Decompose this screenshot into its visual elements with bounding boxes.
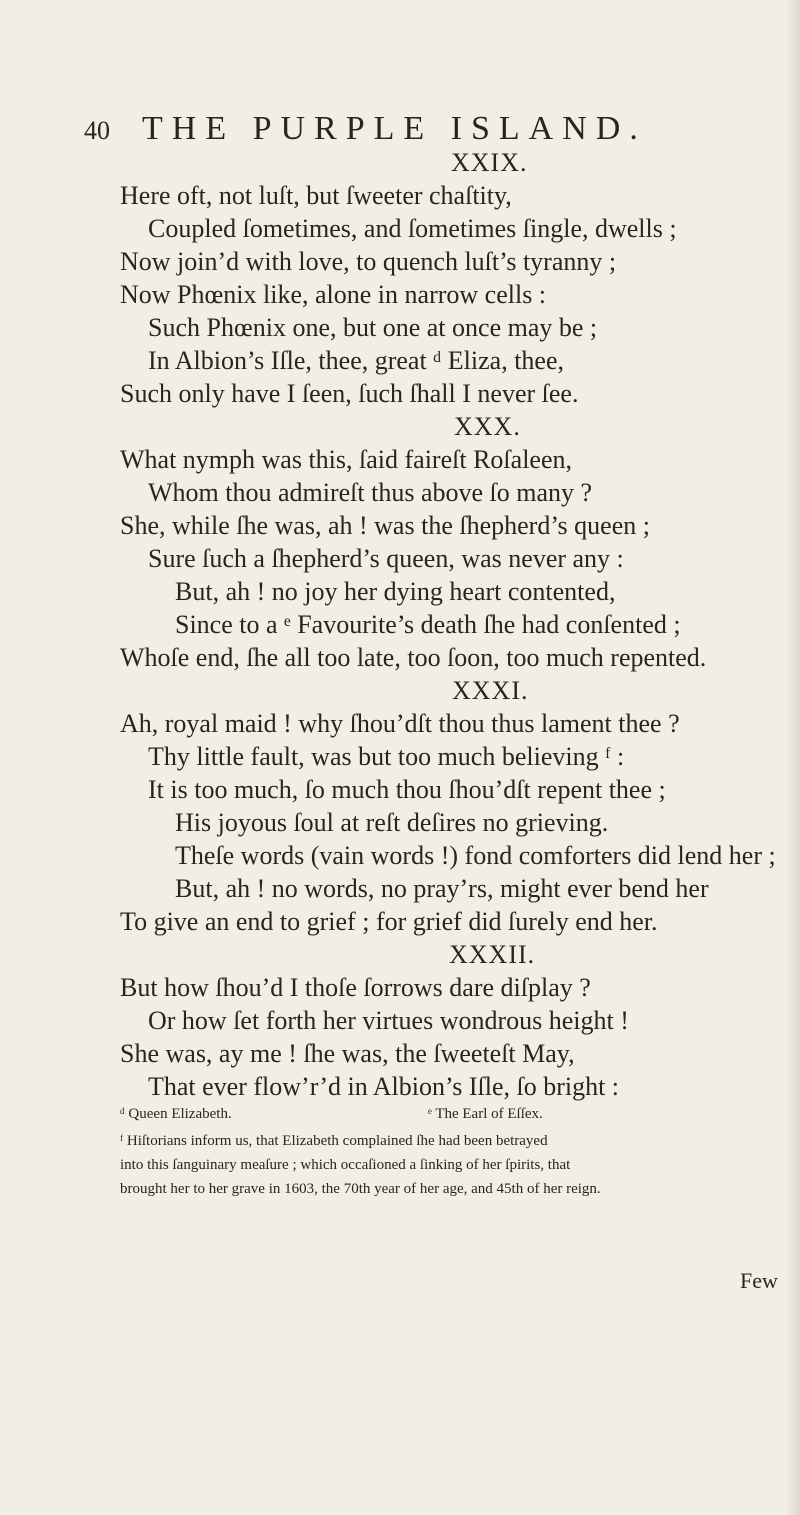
- verse-line: She was, ay me ! ſhe was, the ſweeteſt May,: [120, 1039, 575, 1068]
- stanza-number: XXXI.: [452, 676, 529, 705]
- page-header: [0, 112, 800, 152]
- catchword: Few: [740, 1268, 778, 1293]
- verse-line: What nymph was this, ſaid faireſt Roſaleen,: [120, 445, 572, 474]
- verse-line: She, while ſhe was, ah ! was the ſhepherd’s queen ;: [120, 511, 650, 540]
- stanza-number: XXX.: [454, 412, 521, 441]
- page-edge-shadow: [786, 0, 800, 1515]
- verse-line: Here oft, not luſt, but ſweeter chaſtity,: [120, 181, 512, 210]
- verse-line: Ah, royal maid ! why ſhou’dſt thou thus lament thee ?: [120, 709, 680, 738]
- footnote-f-line: brought her to her grave in 1603, the 70th year of her age, and 45th of her reign.: [120, 1181, 601, 1197]
- verse-line: But, ah ! no joy her dying heart contented,: [175, 577, 616, 606]
- footnote-d: ᵈ Queen Elizabeth.: [120, 1106, 232, 1122]
- verse-line: Now Phœnix like, alone in narrow cells :: [120, 280, 547, 309]
- stanza-number: XXXII.: [449, 940, 536, 969]
- verse-line: Such Phœnix one, but one at once may be ;: [148, 313, 598, 342]
- verse-line: But how ſhou’d I thoſe ſorrows dare diſplay ?: [120, 973, 591, 1002]
- footnote-f-line: into this ſanguinary meaſure ; which occaſioned a ſinking of her ſpirits, that: [120, 1157, 571, 1173]
- verse-line: Such only have I ſeen, ſuch ſhall I never ſee.: [120, 379, 579, 408]
- verse-line: Sure ſuch a ſhepherd’s queen, was never any :: [148, 544, 624, 573]
- verse-line: Whoſe end, ſhe all too late, too ſoon, too much repented.: [120, 643, 707, 672]
- verse-line: To give an end to grief ; for grief did ſurely end her.: [120, 907, 658, 936]
- verse-line: But, ah ! no words, no pray’rs, might ever bend her: [175, 874, 709, 903]
- footnote-e: ᵉ The Earl of Eſſex.: [428, 1106, 543, 1122]
- verse-line: In Albion’s Iſle, thee, great ᵈ Eliza, thee,: [148, 346, 564, 375]
- verse-line: Now join’d with love, to quench luſt’s tyranny ;: [120, 247, 617, 276]
- stanza-number: XXIX.: [451, 148, 528, 177]
- verse-line: That ever flow’r’d in Albion’s Iſle, ſo bright :: [148, 1072, 620, 1101]
- verse-line: Theſe words (vain words !) fond comforters did lend her ;: [175, 841, 776, 870]
- footnote-f-line: ᶠ Hiſtorians inform us, that Elizabeth complained ſhe had been betrayed: [120, 1133, 548, 1149]
- verse-line: Since to a ᵉ Favourite’s death ſhe had conſented ;: [175, 610, 681, 639]
- verse-line: It is too much, ſo much thou ſhou’dſt repent thee ;: [148, 775, 666, 804]
- verse-line: Whom thou admireſt thus above ſo many ?: [148, 478, 593, 507]
- verse-line: Or how ſet forth her virtues wondrous height !: [148, 1006, 629, 1035]
- page-number: 40: [84, 116, 110, 145]
- running-title: THE PURPLE ISLAND.: [142, 110, 647, 147]
- verse-line: Thy little fault, was but too much believing ᶠ :: [148, 742, 625, 771]
- verse-line: His joyous ſoul at reſt deſires no grieving.: [175, 808, 609, 837]
- verse-line: Coupled ſometimes, and ſometimes ſingle, dwells ;: [148, 214, 677, 243]
